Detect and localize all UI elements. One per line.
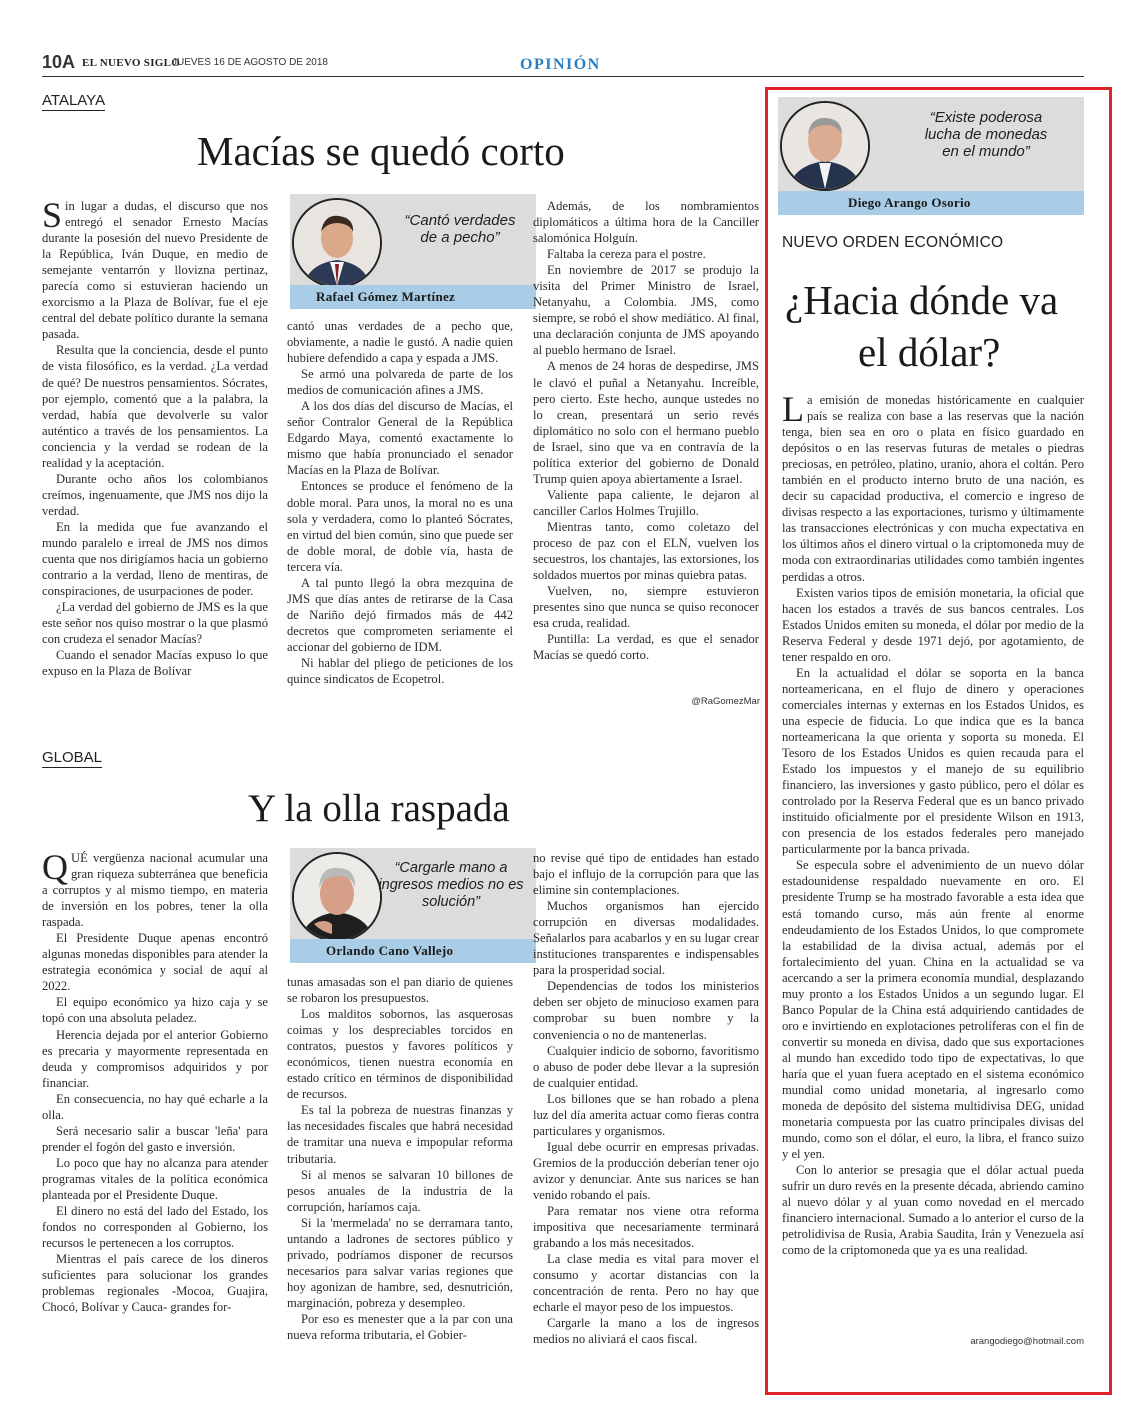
article1-column-2 bbox=[287, 318, 513, 712]
article2-paragraph: Lo poco que hay no alcanza para atender programas vitales de la política económica planteada por el Presidente Duque. bbox=[42, 1155, 268, 1202]
article3-headline-line-1: ¿Hacia dónde va bbox=[785, 277, 1059, 323]
article2-paragraph: Muchos organismos han ejercido corrupción en diversas modalidades. Señalarlos para acabarlos y en su lugar crear instituciones transparentes e indispensables para la prosperidad social. bbox=[533, 899, 759, 978]
section-title: OPINIÓN bbox=[520, 56, 601, 73]
article3-drop-cap: L bbox=[782, 392, 804, 429]
article1-column-1 bbox=[42, 198, 268, 712]
article1-paragraph: A los dos días del discurso de Macías, el señor Contralor General de la República Edgardo Maya, comentó exactamente lo mismo que había pronunciado el senador Macías en la Plaza de Bolívar. bbox=[287, 399, 513, 478]
article3-paragraph: Existen varios tipos de emisión monetaria, la oficial que hacen los estados a través de sus bancos centrales. Los Estados Unidos emiten su moneda, el dólar por medio de la Reserva Federal y desde 1971 dejó, por agotamiento, de tener respaldo en oro. bbox=[782, 585, 1084, 664]
article2-paragraph: Es tal la pobreza de nuestras finanzas y las necesidades fiscales que habrá necesidad de tramitar una nueva e impopular reforma tributaria. bbox=[287, 1103, 513, 1166]
article1-kicker: ATALAYA bbox=[42, 92, 106, 109]
article2-paragraph: tunas amasadas son el pan diario de quienes se robaron los presupuestos. bbox=[287, 975, 513, 1006]
author-portrait-diego bbox=[780, 101, 870, 191]
article1-paragraph: cantó unas verdades de a pecho que, obviamente, a nadie le gustó. A nadie quien hubiere defendido a capa y espada a JMS. bbox=[287, 319, 513, 366]
article1-paragraph: Ni hablar del pliego de peticiones de los quince sindicatos de Ecopetrol. bbox=[287, 655, 513, 687]
article3-headline-line-2: el dólar? bbox=[858, 329, 1001, 375]
article2-drop-cap: Q bbox=[42, 850, 68, 887]
page-number: 10A bbox=[42, 52, 76, 72]
article2-quote-text: “Cargarle mano a ingresos medios no es solución” bbox=[378, 860, 524, 910]
article2-paragraph: Si al menos se salvaran 10 billones de pesos anuales de la industria de la corrupción, haríamos caja. bbox=[287, 1167, 513, 1214]
article2-paragraph: Cualquier indicio de soborno, favoritismo o abuso de poder debe llevar a la supresión de cualquier entidad. bbox=[533, 1043, 759, 1090]
article2-paragraph: El Presidente Duque apenas encontró algunas monedas disponibles para atender la estrategia económica y social de aquí al 2022. bbox=[42, 931, 268, 994]
newspaper-name: EL NUEVO SIGLO bbox=[82, 57, 181, 69]
article2-paragraph: La clase media es vital para mover el consumo y acortar distancias con la concentración de renta. Pero no hay que echarle el mayor peso de los impuestos. bbox=[533, 1252, 759, 1315]
article1-paragraph: En la medida que fue avanzando el mundo paralelo e irreal de JMS nos dimos cuenta que nos dirigíamos hacia un gobierno contrario a la verdad, lleno de mentiras, de conspiraciones, de usurpaciones de poder. bbox=[42, 519, 268, 599]
article1-paragraph: Puntilla: La verdad, es que el senador Macías se quedó corto. bbox=[533, 632, 759, 663]
article2-paragraph: Si la 'mermelada' no se derramara tanto, untando a ladrones de sectores público y privado, podríamos disponer de recursos necesarios para salvar varias regiones que hoy agonizan de hambre, sed, desnutrición, marginación, pobreza y desempleo. bbox=[287, 1215, 513, 1310]
article2-quote-box bbox=[290, 848, 536, 963]
article3-lead-paragraph: La emisión de monedas históricamente en cualquier país se realiza con base a las reservas que la nación tenga, bien sea en oro o plata en físico guardado en depósitos o en las reservas futuras de metales o piedras preciosas, en petróleo, platino, uranio, ahora el coltán. Pero también en el producto interno bruto de una nación, es decir su capacidad productiva, el comercio e ingreso de divisas respecto a las exportaciones, turismo y últimamente las transacciones electrónicas y con mucha expectativa en los últimos años el dinero virtual o la criptomoneda muy de moda con extraordinarias utilidades como también ingentes perdidas a otros. bbox=[782, 392, 1084, 584]
article2-paragraph: Será necesario salir a buscar 'leña' para prender el fogón del gasto e inversión. bbox=[42, 1123, 268, 1154]
masthead-rule bbox=[42, 76, 1084, 77]
article1-lead-paragraph: Sin lugar a dudas, el discurso que nos entregó el senador Ernesto Macías durante la posesión del nuevo Presidente de la República, Iván Duque, en medio de semejante ventarrón y llovizna pertinaz, parecía como si estuvieran haciendo un exorcismo a la Plaza de Bolívar, fue el eje central del debate político durante la semana pasada. bbox=[42, 198, 268, 342]
article1-paragraph: A tal punto llegó la obra mezquina de JMS que días antes de retirarse de la Casa de Nariño dejó firmados más de 442 decretos que comprometen seriamente el accionar del gobierno de IDM. bbox=[287, 575, 513, 654]
article1-paragraph: ¿La verdad del gobierno de JMS es la que este señor nos quiso mostrar o la que plasmó con crudeza el senador Macías? bbox=[42, 600, 268, 647]
article1-signature: @RaGomezMar bbox=[691, 696, 760, 707]
article3-signature: arangodiego@hotmail.com bbox=[970, 1336, 1084, 1347]
article1-paragraph: Cuando el senador Macías expuso lo que expuso en la Plaza de Bolívar bbox=[42, 648, 268, 679]
article1-author-name: Rafael Gómez Martínez bbox=[316, 289, 456, 304]
article1-paragraph: Resulta que la conciencia, desde el punto de vista filosófico, es la verdad. ¿La verdad de qué? De nuestros pensamientos. Sócrates, por ejemplo, comentó que a la palabra, la verdad, había que devolverle su valor auténtico a través de los pensamientos. La conciencia y la verdad se rodean de la realidad y la aceptación. bbox=[42, 343, 268, 470]
article2-column-2 bbox=[287, 974, 513, 1371]
article1-quote-box bbox=[290, 194, 536, 309]
article1-paragraph: Además, de los nombramientos diplomáticos a última hora de la Canciller salomónica Holguín. bbox=[533, 199, 759, 246]
article1-headline: Macías se quedó corto bbox=[197, 128, 565, 174]
article2-paragraph: El dinero no está del lado del Estado, los fondos no corresponden al Gobierno, los recursos le pertenecen a los corruptos. bbox=[42, 1204, 268, 1251]
article2-paragraph: Dependencias de todos los ministerios deben ser objeto de minucioso examen para comprobar su buen nombre y la conveniencia o no de mantenerlas. bbox=[533, 979, 759, 1042]
article1-paragraph: Se armó una polvareda de parte de los medios de comunicación afines a JMS. bbox=[287, 367, 513, 398]
article2-paragraph: Los billones que se han robado a plena luz del día amerita actuar como fieras contra particulares y organismos. bbox=[533, 1091, 759, 1138]
article1-paragraph: Mientras tanto, como coletazo del proceso de paz con el ELN, vuelven los secuestros, los chantajes, las extorsiones, los soldados muertos por minas quiebra patas. bbox=[533, 519, 759, 583]
article2-paragraph: Los malditos sobornos, las asquerosas coimas y los despreciables torcidos en contratos, puestos y favores políticos y económicos, tienen nuestra economía en estado crítico en términos de disponibilidad de recursos. bbox=[287, 1007, 513, 1102]
article2-paragraph: Herencia dejada por el anterior Gobierno es precaria y mayormente representada en deuda y compromisos adquiridos y por financiar. bbox=[42, 1027, 268, 1090]
article1-paragraph: A menos de 24 horas de despedirse, JMS le clavó el puñal a Netanyahu. Increíble, pero cierto. Este hecho, aunque ustedes no lo crean, presentará un serio revés diplomático no solo con el hermano pueblo de Israel, sino que va en contravía de la política exterior del gobierno de Donald Trump quien apoya abiertamente a Israel. bbox=[533, 359, 759, 486]
article1-drop-cap: S bbox=[42, 198, 63, 235]
article3-author-name: Diego Arango Osorio bbox=[848, 195, 971, 210]
article3-quote-box bbox=[778, 97, 1084, 215]
article1-paragraph: En noviembre de 2017 se produjo la visita del Primer Ministro de Israel, Netanyahu, a Colombia. JMS, como siempre, se robó el show mediático. Al final, una declaración conjunta de JMS apoyando al pueblo hermano de Israel. bbox=[533, 263, 759, 358]
article1-paragraph: Entonces se produce el fenómeno de la doble moral. Para unos, la moral no es una sola y verdadera, como lo planteó Sócrates, en virtud del bien común, sino que puede ser de doble moral, de doble vía, hasta de tercera vía. bbox=[287, 479, 513, 574]
article1-quote-text: “Cantó verdades de a pecho” bbox=[404, 212, 516, 246]
article3-quote-text: “Existe poderosa lucha de monedas en el mundo” bbox=[924, 109, 1048, 160]
article1-paragraph: Durante ocho años los colombianos creímos, ingenuamente, que JMS nos dijo la verdad. bbox=[42, 471, 268, 518]
article2-paragraph: En consecuencia, no hay qué echarle a la olla. bbox=[42, 1091, 268, 1122]
article1-paragraph: Vuelven, no, siempre estuvieron presentes sino que nunca se quiso reconocer esa cruda, realidad. bbox=[533, 584, 759, 631]
article2-column-1 bbox=[42, 850, 268, 1371]
article1-column-3 bbox=[533, 198, 759, 694]
article2-paragraph: Por eso es menester que a la par con una nueva reforma tributaria, el Gobier- bbox=[287, 1311, 513, 1343]
article3-kicker: NUEVO ORDEN ECONÓMICO bbox=[782, 234, 1004, 251]
article2-column-3 bbox=[533, 850, 759, 1371]
issue-date: JUEVES 16 DE AGOSTO DE 2018 bbox=[172, 57, 328, 68]
article2-author-name: Orlando Cano Vallejo bbox=[326, 943, 454, 958]
article3-paragraph: Se especula sobre el advenimiento de un nuevo dólar estadounidense respaldado nuevamente en oro. El presidente Trump se ha mostrado favorable a esta idea que está tomando curso, más aún frente al enorme endeudamiento de los Estados Unidos, lo que compromete la estabilidad de la divisa actual, además por el fortalecimiento del yuan. China en la actualidad se va acercando a ser la primera economía mundial, desplazando muy pronto a los Estados Unidos a un segundo lugar. El Banco Popular de la China está adquiriendo cantidades de oro e invirtiendo en explotaciones petrolíferas con el fin de convertir su moneda en divisa, dado que sus exportaciones al mundo han excedido todo tipo de expectativas, lo que haría que el yuan fuera aceptado en el sistema económico mundial como unidad monetaria, al ingresarlo como moneda de depósito del sistema multidivisa DEG, unidad monetaria compuesta por las cuatro principales divisas del mundo, como son el dólar, el euro, la libra, el franco suizo y el yen. bbox=[782, 858, 1084, 1162]
author-portrait-rafael bbox=[292, 198, 382, 288]
article2-headline: Y la olla raspada bbox=[248, 787, 510, 830]
article1-paragraph: Faltaba la cereza para el postre. bbox=[547, 247, 706, 262]
article2-paragraph: Mientras el país carece de los dineros suficientes para solucionar los grandes problemas regionales -Mocoa, Guajira, Chocó, Bolívar y Cauca- grandes for- bbox=[42, 1252, 268, 1315]
article1-paragraph: Valiente papa caliente, le dejaron al canciller Carlos Holmes Trujillo. bbox=[533, 487, 759, 518]
article2-paragraph: Igual debe ocurrir en empresas privadas. Gremios de la producción deberían tener ojo avizor y denunciar. Ante sus narices se han venido robando el país. bbox=[533, 1139, 759, 1202]
article3-paragraph: En la actualidad el dólar se soporta en la banca norteamericana, en el flujo de dinero y operaciones comerciales internas y externas en los Estados Unidos, es una especie de fiducia. Lo que indica que es la banca norteamericana la que orienta y soporta su moneda. El Tesoro de los Estados Unidos es quien recauda para el Estado los impuestos y el manejo de su equilibrio financiero, las inversiones y gasto público, pero el dólar es controlado por la Reserva Federal que es un banco privado instituido oficialmente por el presidente Wilson en 1913, con presencia de los estados federales pero manejado particularmente por la banca privada. bbox=[782, 665, 1084, 857]
article2-paragraph: Cargarle la mano a los de ingresos medios no aliviará el caos fiscal. bbox=[533, 1316, 759, 1347]
author-portrait-orlando bbox=[292, 852, 382, 942]
article2-lead-paragraph: QUÉ vergüenza nacional acumular una gran riqueza subterránea que beneficia a corruptos y al mismo tiempo, en materia de inversión en los pobres, tener la olla raspada. bbox=[42, 850, 268, 930]
article3-column bbox=[782, 392, 1084, 1331]
article2-paragraph: El equipo económico ya hizo caja y se topó con una absoluta peladez. bbox=[42, 995, 268, 1026]
article2-kicker: GLOBAL bbox=[42, 749, 103, 766]
article2-paragraph: Para rematar nos viene otra reforma impositiva que necesariamente terminará grabando a los más necesitados. bbox=[533, 1204, 759, 1251]
article3-paragraph: Con lo anterior se presagia que el dólar actual pueda sufrir un duro revés en la presente década, abriendo camino al nuevo dólar y al yuan como novedad en el mercado financiero internacional. Sumado a lo anterior el curso de la petrolidivisa de Rusia, Arabia Saudita, Irán y Venezuela así como de la criptomoneda que ya es una realidad. bbox=[782, 1163, 1084, 1258]
article2-paragraph: no revise qué tipo de entidades han estado bajo el influjo de la corrupción para que las elimine sin contemplaciones. bbox=[533, 851, 759, 898]
